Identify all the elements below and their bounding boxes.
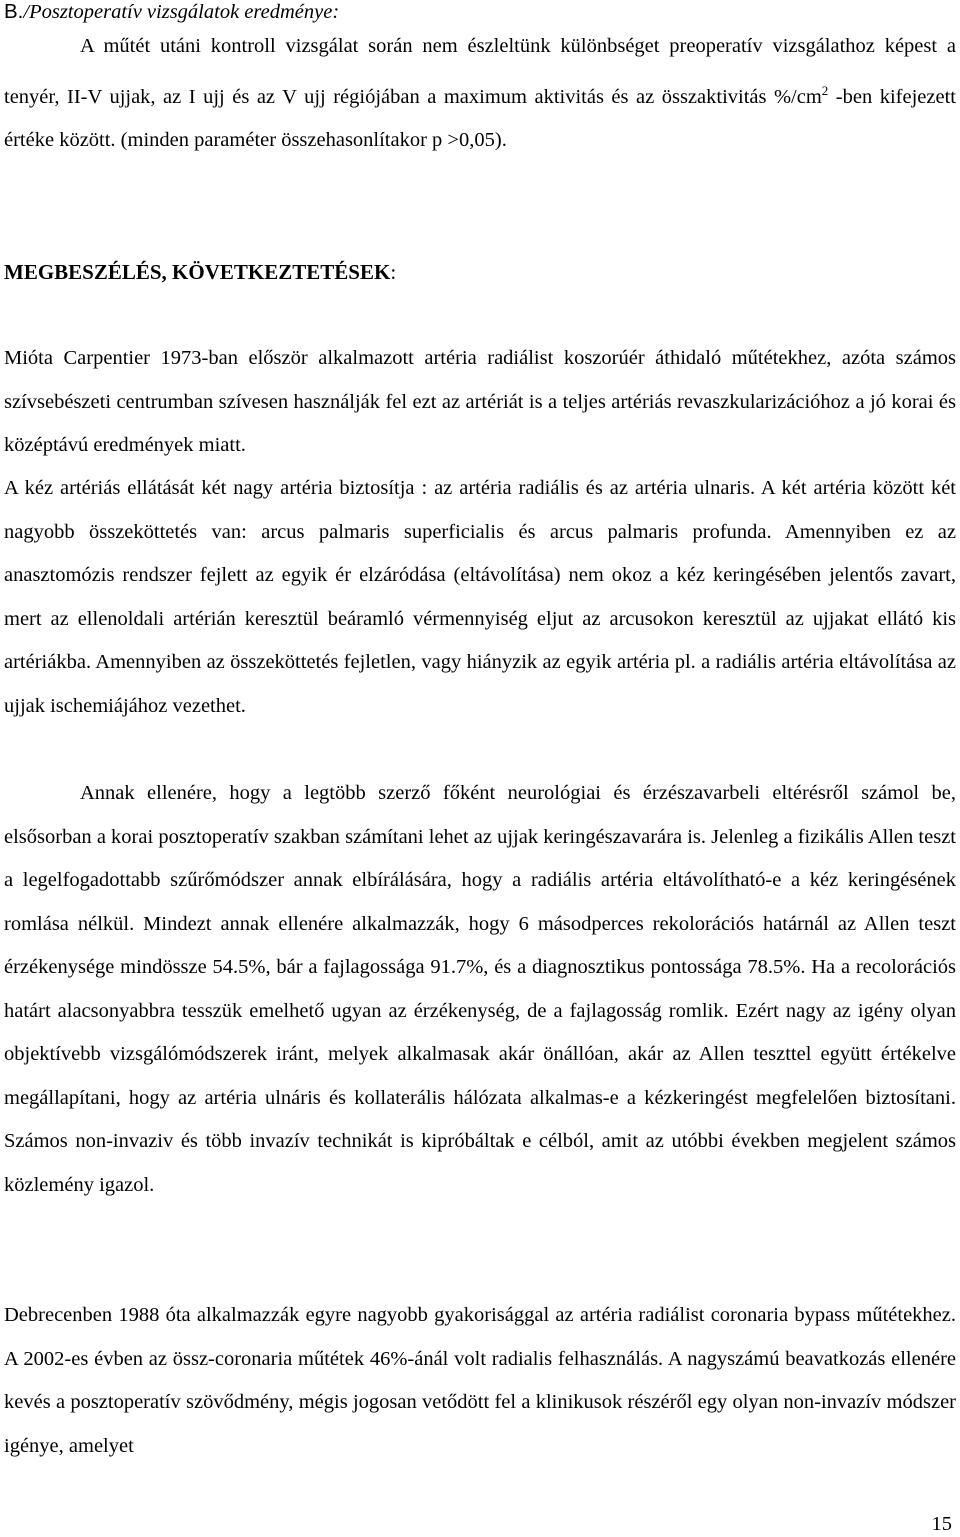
section-label-title: /Posztoperatív vizsgálatok eredménye: xyxy=(23,1,340,23)
section-label-prefix: B. xyxy=(4,0,24,23)
section-label xyxy=(4,0,339,24)
section-heading-title: MEGBESZÉLÉS, KÖVETKEZTETÉSEK xyxy=(4,260,391,284)
intro-text-end: -ben kifejezett értéke között. (minden paraméter összehasonlítakor p >0,05). xyxy=(4,85,956,151)
paragraph-carpentier: Mióta Carpentier 1973-ban először alkalmazott artéria radiálist koszorúér áthidaló műtétekhez, azóta számos szívsebészeti centrumban szívesen használják fel ezt az artériát is a teljes artériás revaszkularizációhoz a jó korai és középtávú eredmények miatt. xyxy=(4,347,956,456)
section-heading-colon: : xyxy=(390,260,397,284)
intro-paragraph xyxy=(4,25,956,162)
paragraph-debrecen: Debrecenben 1988 óta alkalmazzák egyre nagyobb gyakorisággal az artéria radiálist coronaria bypass műtétekhez. A 2002-es évben az össz-coronaria műtétek 46%-ánál volt radialis felhasználás. A nagyszámú beavatkozás ellenére kevés a posztoperatív szövődmény, mégis jogosan vetődött fel a klinikusok részéről egy olyan non-invazív módszer igénye, amelyet xyxy=(4,1304,956,1457)
paragraph-allen-test: Annak ellenére, hogy a legtöbb szerző főként neurológiai és érzészavarbeli eltérésről számol be, elsősorban a korai posztoperatív szakban számítani lehet az ujjak keringészavarára is. Jelenleg a fizikális Allen teszt a legelfogadottabb szűrőmódszer annak elbírálására, hogy a radiális artéria eltávolítható-e a kéz keringésének romlása nélkül. Mindezt annak ellenére alkalmazzák, hogy 6 másodperces rekolorációs határnál az Allen teszt érzékenysége mindössze 54.5%, bár a fajlagossága 91.7%, és a diagnosztikus pontossága 78.5%. Ha a recolorációs határt alacsonyabbra tesszük emelhető ugyan az érzékenység, de a fajlagosság romlik. Ezért nagy az igény olyan objektívebb vizsgálómódszerek iránt, melyek alkalmasak akár önállóan, akár az Allen teszttel együtt értékelve megállapítani, hogy az artéria ulnáris és kollaterális hálózata alkalmas-e a kézkeringést megfelelően biztosítani. Számos non-invaziv és több invazív technikát is kipróbáltak e célból, amit az utóbbi években megjelent számos közlemény igazol. xyxy=(4,782,956,1196)
section-heading xyxy=(4,258,396,286)
paragraph-hand-arteries: A kéz artériás ellátását két nagy artéria biztosítja : az artéria radiális és az artéria ulnaris. A két artéria között két nagyobb összeköttetés van: arcus palmaris superficialis és arcus palmaris profunda. Amennyiben ez az anasztomózis rendszer fejlett az egyik ér elzáródása (eltávolítása) nem okoz a kéz keringésében jelentős zavart, mert az ellenoldali artérián keresztül beáramló vérmennyiség eljut az arcusokon keresztül az ujjakat ellátó kis artériákba. Amennyiben az összeköttetés fejletlen, vagy hiányzik az egyik artéria pl. a radiális artéria eltávolítása az ujjak ischemiájához vezethet. xyxy=(4,477,956,717)
page-number: 15 xyxy=(931,1513,952,1535)
intro-text: A műtét utáni kontroll vizsgálat során nem észleltünk különbséget preoperatív vizsgálathoz képest a tenyér, II-V ujjak, az I ujj és az V ujj régiójában a maximum aktivitás és az összaktivitás %/cm xyxy=(4,35,956,108)
intro-superscript: 2 xyxy=(821,82,829,98)
